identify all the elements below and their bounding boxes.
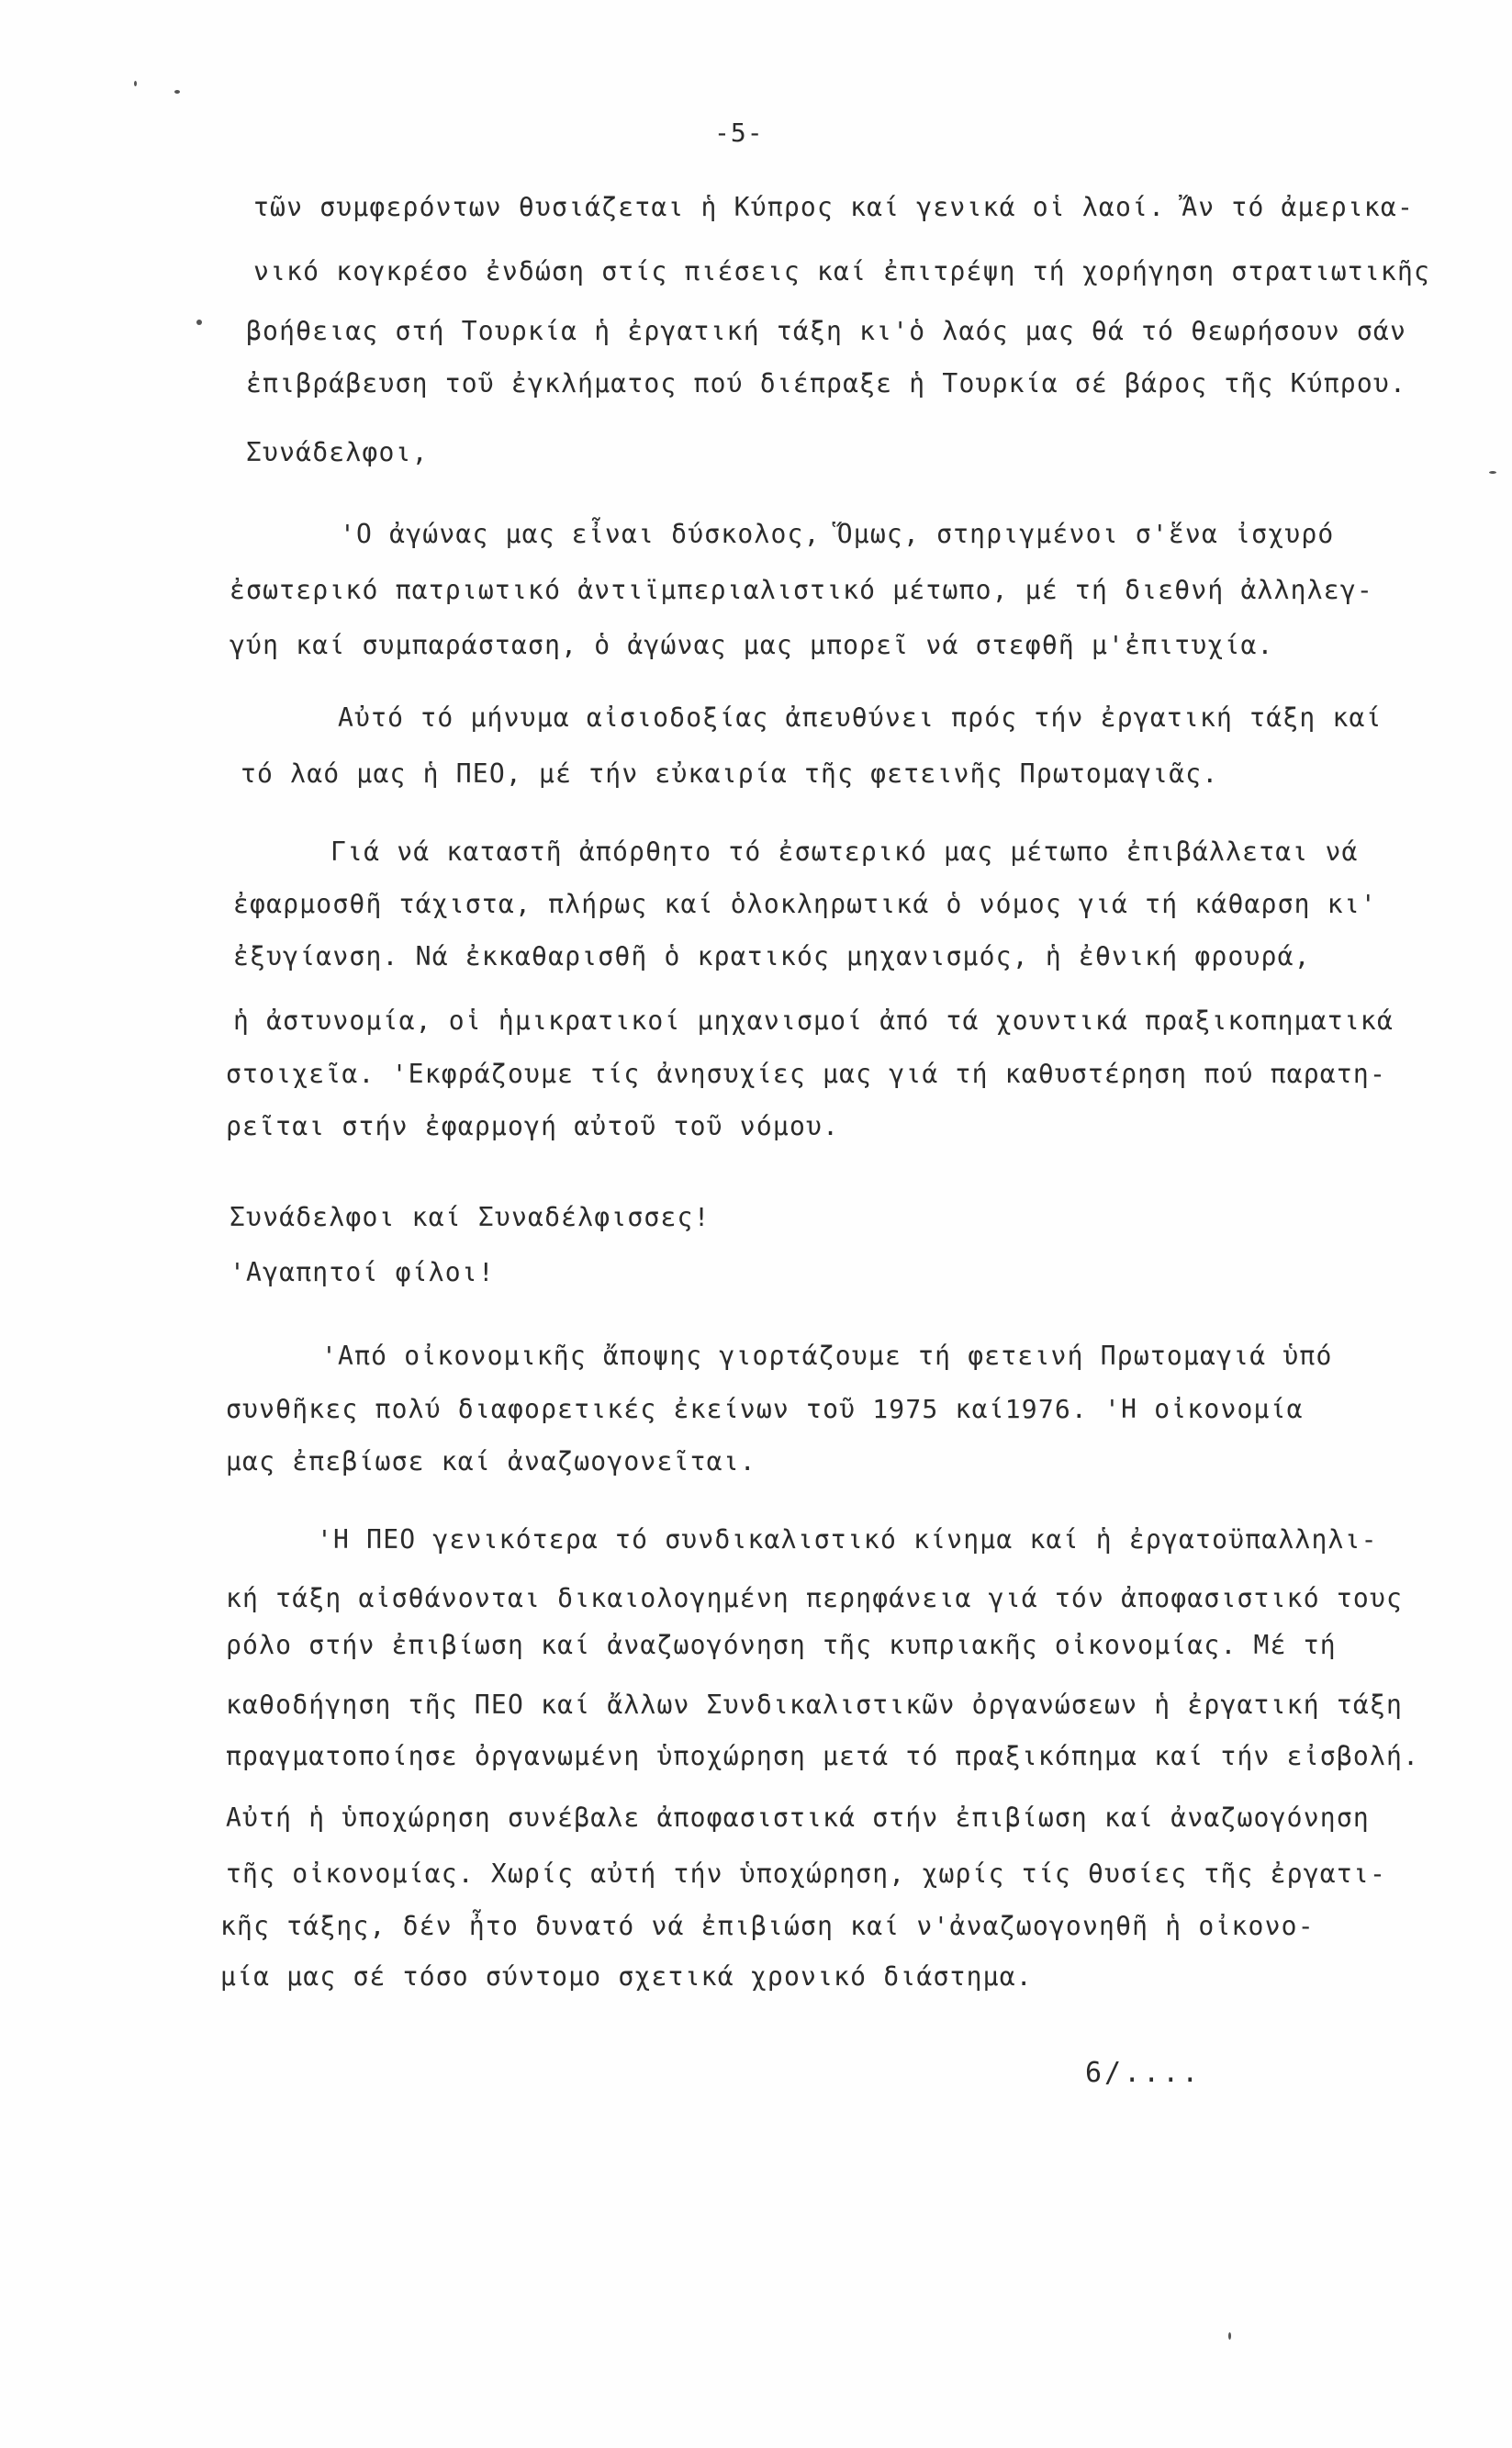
scan-speck (1489, 471, 1496, 474)
text-line: μας ἐπεβίωσε καί ἀναζωογονεῖται. (226, 1446, 756, 1477)
scan-speck (196, 320, 202, 325)
text-line: τῶν συμφερόντων θυσιάζεται ἡ Κύπρος καί γενικά οἱ λαοί. Ἄν τό ἀμερικα- (253, 192, 1415, 222)
text-line: 'Από οἰκονομικῆς ἄποψης γιορτάζουμε τή φετεινή Πρωτομαγιά ὑπό (321, 1341, 1333, 1371)
text-line: καθοδήγηση τῆς ΠΕΟ καί ἄλλων Συνδικαλιστικῶν ὀργανώσεων ἡ ἐργατική τάξη (226, 1690, 1404, 1720)
text-line: κή τάξη αἰσθάνονται δικαιολογημένη περηφάνεια γιά τόν ἀποφασιστικό τους (226, 1583, 1404, 1613)
continuation-marker: 6/.... (1085, 2057, 1202, 2089)
text-line: 'Η ΠΕΟ γενικότερα τό συνδικαλιστικό κίνημα καί ἡ ἐργατοϋπαλληλι- (317, 1524, 1378, 1555)
text-line: ἡ ἀστυνομία, οἱ ἡμικρατικοί μηχανισμοί ἀπό τά χουντικά πραξικοπηματικά (233, 1005, 1394, 1036)
scan-speck (134, 81, 137, 86)
salutation: 'Αγαπητοί φίλοι! (230, 1257, 495, 1287)
text-line: ἐσωτερικό πατριωτικό ἀντιϊμπεριαλιστικό μέτωπο, μέ τή διεθνή ἀλληλεγ- (230, 575, 1373, 605)
text-line: βοήθειας στή Τουρκία ἡ ἐργατική τάξη κι'ὁ λαός μας θά τό θεωρήσουν σάν (246, 316, 1407, 346)
text-line: ρόλο στήν ἐπιβίωση καί ἀναζωογόνηση τῆς κυπριακῆς οἰκονομίας. Μέ τή (226, 1630, 1337, 1660)
text-line: συνθῆκες πολύ διαφορετικές ἐκείνων τοῦ 1975 καί1976. 'Η οἰκονομία (226, 1394, 1304, 1424)
text-line: Αὐτό τό μήνυμα αἰσιοδοξίας ἀπευθύνει πρός τήν ἐργατική τάξη καί (338, 702, 1383, 733)
text-line: πραγματοποίησε ὀργανωμένη ὑποχώρηση μετά τό πραξικόπημα καί τήν εἰσβολή. (226, 1741, 1420, 1771)
text-line: τῆς οἰκονομίας. Χωρίς αὐτή τήν ὑποχώρηση, χωρίς τίς θυσίες τῆς ἐργατι- (226, 1858, 1387, 1889)
text-line: τό λαό μας ἡ ΠΕΟ, μέ τήν εὐκαιρία τῆς φετεινῆς Πρωτομαγιᾶς. (241, 758, 1219, 789)
text-line: ἐφαρμοσθῆ τάχιστα, πλήρως καί ὁλοκληρωτικά ὁ νόμος γιά τή κάθαρση κι' (233, 889, 1377, 919)
text-line: ἐπιβράβευση τοῦ ἐγκλήματος πού διέπραξε ἡ Τουρκία σέ βάρος τῆς Κύπρου. (246, 368, 1407, 399)
text-line: Αὐτή ἡ ὑποχώρηση συνέβαλε ἀποφασιστικά στήν ἐπιβίωση καί ἀναζωογόνηση (226, 1802, 1370, 1833)
scan-speck (1228, 2332, 1231, 2340)
salutation: Συνάδελφοι, (246, 437, 429, 467)
text-line: ἐξυγίανση. Νά ἐκκαθαρισθῆ ὁ κρατικός μηχανισμός, ἡ ἐθνική φρουρά, (233, 941, 1311, 971)
text-line: στοιχεῖα. 'Εκφράζουμε τίς ἀνησυχίες μας γιά τή καθυστέρηση πού παρατη- (226, 1059, 1387, 1089)
page-number: -5- (714, 118, 764, 148)
text-line: Γιά νά καταστῆ ἀπόρθητο τό ἐσωτερικό μας μέτωπο ἐπιβάλλεται νά (330, 837, 1359, 867)
text-line: γύη καί συμπαράσταση, ὁ ἀγώνας μας μπορεῖ νά στεφθῆ μ'ἐπιτυχία. (230, 630, 1274, 660)
text-line: νικό κογκρέσο ἐνδώση στίς πιέσεις καί ἐπιτρέψη τή χορήγηση στρατιωτικῆς (253, 256, 1431, 286)
text-line: κῆς τάξης, δέν ἦτο δυνατό νά ἐπιβιώση καί ν'ἀναζωογονηθῆ ἡ οἰκονο- (220, 1911, 1315, 1941)
salutation: Συνάδελφοι καί Συναδέλφισσες! (230, 1202, 711, 1232)
scan-speck (174, 90, 180, 94)
text-line: ρεῖται στήν ἐφαρμογή αὐτοῦ τοῦ νόμου. (226, 1111, 840, 1141)
text-line: 'Ο ἀγώνας μας εἶναι δύσκολος, Ὅμως, στηριγμένοι σ'ἕνα ἰσχυρό (340, 519, 1335, 549)
text-line: μία μας σέ τόσο σύντομο σχετικά χρονικό διάστημα. (220, 1961, 1033, 1992)
